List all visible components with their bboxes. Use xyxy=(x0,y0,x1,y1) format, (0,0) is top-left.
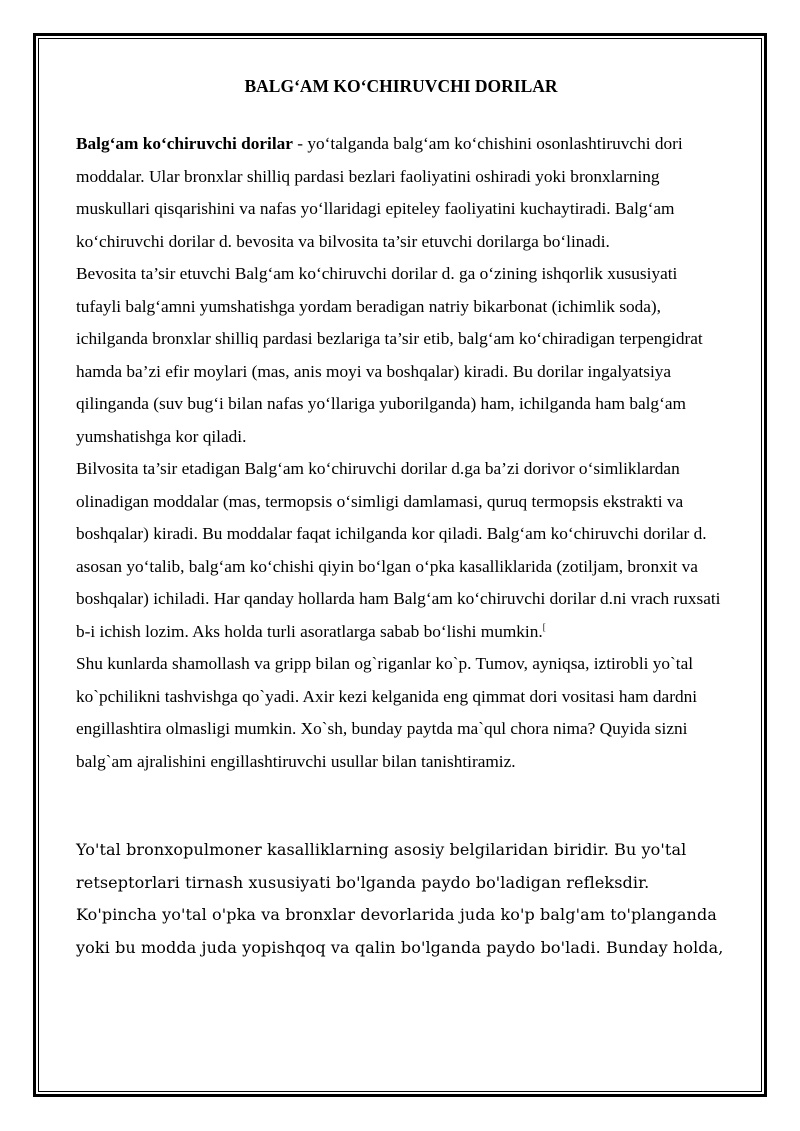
cough-paragraph: Yo'tal bronxopulmoner kasalliklarning asosiy belgilaridan biridir. Bu yo'tal retseptorlari tirnash xususiyati bo'lganda paydo bo'ladigan refleksdir. Ko'pincha yo'tal o'pka va bronxlar devorlarida juda ko'p balg'am to'planganda yoki bu modda juda yopishqoq va qalin bo'lganda paydo bo'ladi. Bunday holda, xyxy=(76,840,724,957)
indirect-action-paragraph xyxy=(76,453,726,648)
document-body xyxy=(76,70,726,964)
intro-paragraph xyxy=(76,128,726,258)
direct-action-paragraph: Bevosita ta’sir etuvchi Balg‘am ko‘chiruvchi dorilar d. ga o‘zining ishqorlik xususiyati tufayli balg‘amni yumshatishga yordam beradigan natriy bikarbonat (ichimlik soda), ichilganda bronxlar shilliq pardasi bezlariga ta’sir etib, balg‘am ko‘chiradigan terpengidrat hamda ba’zi efir moylari (mas, anis moyi va boshqalar) kiradi. Bu dorilar ingalyatsiya qilinganda (suv bug‘i bilan nafas yo‘llariga yuborilganda) ham, ichilganda ham balg‘am yumshatishga kor qiladi. xyxy=(76,264,703,446)
paragraph-gap xyxy=(76,778,726,834)
intro-term: Balg‘am ko‘chiruvchi dorilar xyxy=(76,134,293,153)
document-title: BALG‘AM KO‘CHIRUVCHI DORILAR xyxy=(244,76,558,96)
intro-definition: - yo‘talganda balg‘am ko‘chishini osonlashtiruvchi dori moddalar. Ular bronxlar shilliq pardasi bezlari faoliyatini oshiradi yoki bronxlarning muskullari qisqarishini va nafas yo‘llaridagi epiteley faoliyatini kuchaytiradi. Balg‘am ko‘chiruvchi dorilar d. bevosita va bilvosita ta’sir etuvchi dorilarga bo‘linadi. xyxy=(76,134,683,251)
footnote-marker: [ xyxy=(542,621,546,632)
seasonal-paragraph: Shu kunlarda shamollash va gripp bilan og`riganlar ko`p. Tumov, ayniqsa, iztirobli yo`tal ko`pchilikni tashvishga qo`yadi. Axir kezi kelganida eng qimmat dori vositasi ham dardni engillashtira olmasligi mumkin. Xo`sh, bunday paytda ma`qul chora nima? Quyida sizni balg`am ajralishini engillashtiruvchi usullar bilan tanishtiramiz. xyxy=(76,654,698,771)
indirect-action-text: Bilvosita ta’sir etadigan Balg‘am ko‘chiruvchi dorilar d.ga ba’zi dorivor o‘simliklardan olinadigan moddalar (mas, termopsis o‘simligi damlamasi, quruq termopsis ekstrakti va boshqalar) kiradi. Bu moddalar faqat ichilganda kor qiladi. Balg‘am ko‘chiruvchi dorilar d. asosan yo‘talib, balg‘am ko‘chishi qiyin bo‘lgan o‘pka kasalliklarida (zotiljam, bronxit va boshqalar) ichiladi. Har qanday hollarda ham Balg‘am ko‘chiruvchi dorilar d.ni vrach ruxsati b-i ichish lozim. Aks holda turli asoratlarga sabab bo‘lishi mumkin. xyxy=(76,459,721,641)
